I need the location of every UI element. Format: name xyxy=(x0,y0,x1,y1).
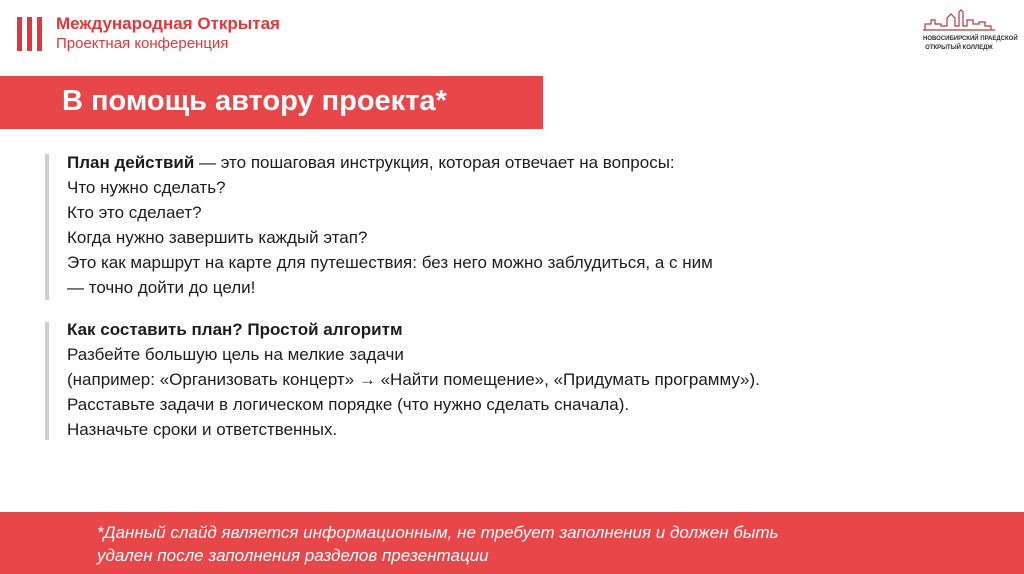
list-item: Это как маршрут на карте для путешествия: без него можно заблудиться, а с ним xyxy=(67,253,713,272)
list-item: Расставьте задачи в логическом порядке (что нужно сделать сначала). xyxy=(67,395,630,414)
algorithm-section xyxy=(67,317,760,442)
list-item: Разбейте большую цель на мелкие задачи xyxy=(67,345,404,364)
list-item: — точно дойти до цели! xyxy=(67,278,256,297)
conference-title: Международная Открытая xyxy=(56,14,280,33)
footer-note-band xyxy=(0,512,1024,574)
section-divider xyxy=(45,322,49,440)
footer-note-line2: удален после заполнения разделов презентации xyxy=(97,546,489,565)
action-plan-term: План действий xyxy=(67,153,195,172)
college-name-line2: ОТКРЫТЫЙ КОЛЛЕДЖ xyxy=(925,45,993,51)
footer-note-line1: *Данный слайд является информационным, не требует заполнения и должен быть xyxy=(97,523,779,542)
college-logo xyxy=(921,8,1018,56)
list-item: (например: «Организовать концерт» → «Найти помещение», «Придумать программу»). xyxy=(67,370,760,389)
section-divider xyxy=(45,154,49,300)
college-skyline-icon xyxy=(921,8,997,34)
college-name-line1: НОВОСИБИРСКИЙ ПРАЕДСКОЙ xyxy=(923,36,1018,42)
conference-logo-bars-icon xyxy=(17,17,43,51)
title-band xyxy=(0,76,543,129)
list-item: Кто это сделает? xyxy=(67,203,202,222)
list-item: Назначьте сроки и ответственных. xyxy=(67,420,338,439)
algorithm-heading: Как составить план? Простой алгоритм xyxy=(67,320,403,339)
action-plan-lead xyxy=(67,150,713,175)
action-plan-definition: — это пошаговая инструкция, которая отвечает на вопросы: xyxy=(194,153,675,172)
action-plan-section xyxy=(67,150,713,300)
list-item: Когда нужно завершить каждый этап? xyxy=(67,228,368,247)
conference-subtitle: Проектная конференция xyxy=(56,35,229,52)
slide-title: В помощь автору проекта* xyxy=(62,85,447,117)
list-item: Что нужно сделать? xyxy=(67,178,226,197)
